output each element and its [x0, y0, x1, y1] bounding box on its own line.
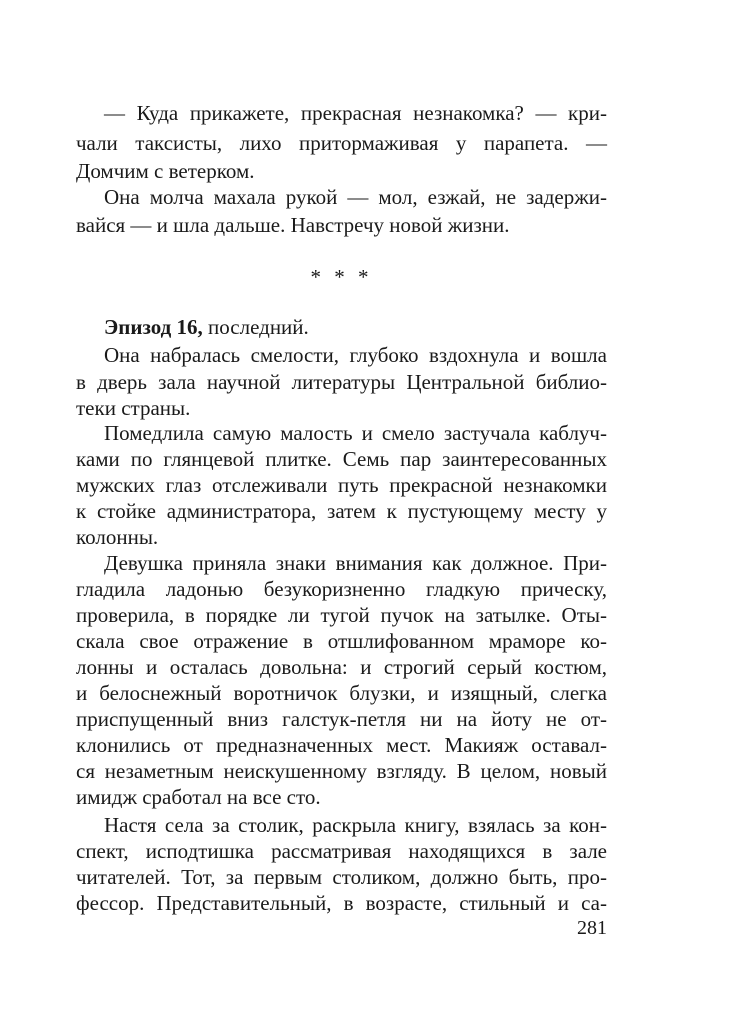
text-line: к стойке администратора, затем к пустующему месту у — [76, 499, 607, 523]
text-line: Она набралась смелости, глубоко вздохнула и вошла — [104, 343, 607, 367]
text-line: фессор. Представительный, в возрасте, стильный и са- — [76, 891, 607, 915]
text-line: гладила ладонью безукоризненно гладкую прическу, — [76, 577, 607, 601]
text-line: колонны. — [76, 525, 159, 549]
text-line: лонны и осталась довольна: и строгий серый костюм, — [76, 655, 607, 679]
text-line: и белоснежный воротничок блузки, и изящный, слегка — [76, 681, 607, 705]
text-line: читателей. Тот, за первым столиком, должно быть, про- — [76, 865, 607, 889]
text-line: Девушка приняла знаки внимания как должное. При- — [104, 551, 607, 575]
text-line: имидж сработал на все сто. — [76, 785, 321, 809]
text-line: Она молча махала рукой — мол, езжай, не задержи- — [104, 185, 607, 209]
text-line: чали таксисты, лихо притормаживая у парапета. — — [76, 131, 607, 155]
text-line: ся незаметным неискушенному взгляду. В целом, новый — [76, 759, 607, 783]
episode-heading-bold: Эпизод 16, — [104, 315, 203, 339]
text-line: — Куда прикажете, прекрасная незнакомка? — кри- — [104, 101, 607, 125]
text-line: проверила, в порядке ли тугой пучок на затылке. Оты- — [76, 603, 607, 627]
text-line: вайся — и шла дальше. Навстречу новой жизни. — [76, 213, 510, 237]
text-line: ками по глянцевой плитке. Семь пар заинтересованных — [76, 447, 607, 471]
text-line: Домчим с ветерком. — [76, 159, 255, 183]
episode-heading-rest: последний. — [202, 315, 309, 339]
text-line: мужских глаз отслеживали путь прекрасной незнакомки — [76, 473, 607, 497]
episode-heading — [76, 312, 607, 342]
text-line: спект, исподтишка рассматривая находящихся в зале — [76, 839, 607, 863]
text-line: теки страны. — [76, 396, 191, 420]
text-line: Настя села за столик, раскрыла книгу, взялась за кон- — [104, 813, 607, 837]
text-line: Помедлила самую малость и смело застучала каблуч- — [104, 421, 607, 445]
text-line: скала свое отражение в отшлифованном мраморе ко- — [76, 629, 607, 653]
page-number: 281 — [577, 917, 607, 939]
text-line: в дверь зала научной литературы Центральной библио- — [76, 370, 607, 394]
text-line: клонились от предназначенных мест. Макияж оставал- — [76, 733, 607, 757]
section-separator: * * * — [310, 265, 373, 289]
text-line: приспущенный вниз галстук-петля ни на йоту не от- — [76, 707, 607, 731]
